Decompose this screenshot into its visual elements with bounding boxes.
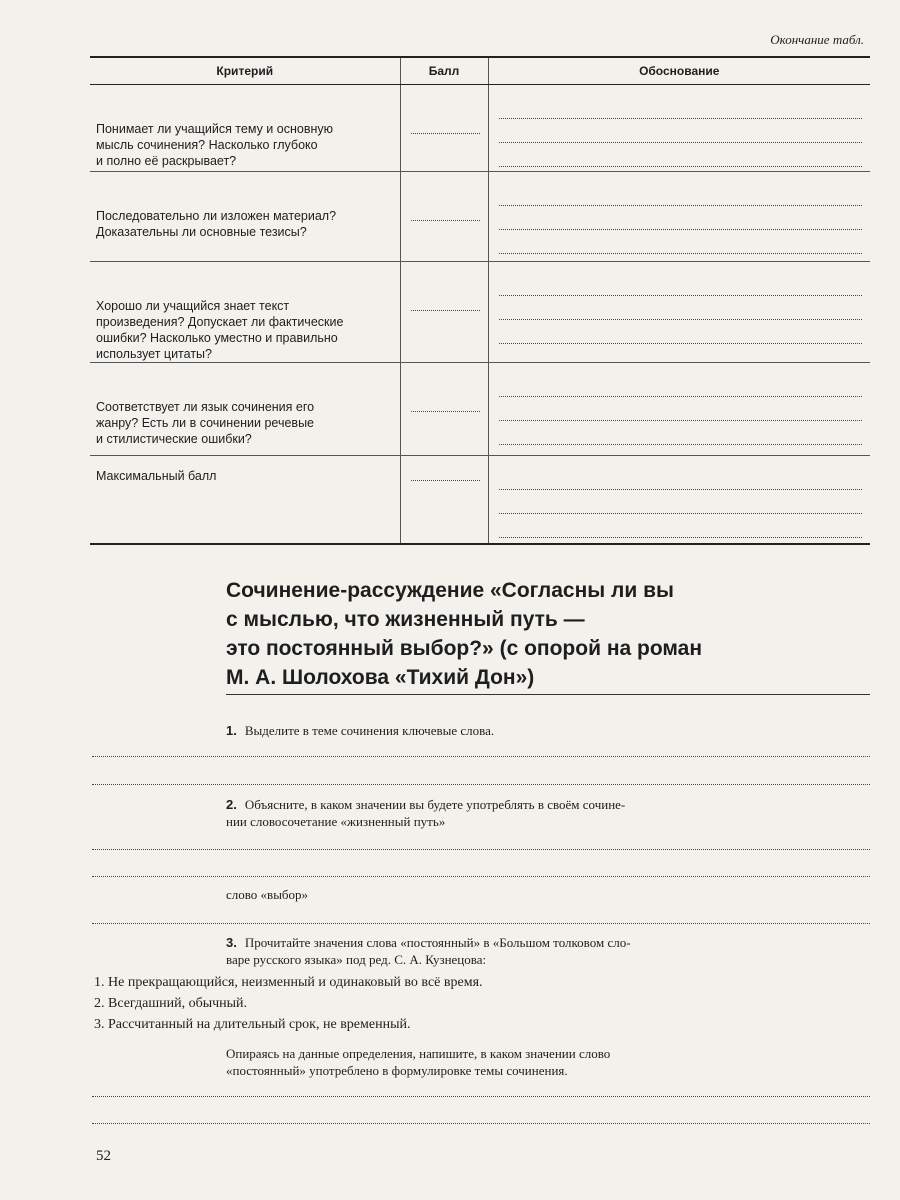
table-row xyxy=(90,172,870,262)
task-text: «постоянный» употреблено в формулировке темы сочинения. xyxy=(226,1063,568,1078)
task-2-subitem: слово «выбор» xyxy=(226,887,309,902)
column-header-justification: Обоснование xyxy=(488,57,870,85)
title-divider xyxy=(226,694,870,695)
table-continuation-note: Окончание табл. xyxy=(770,32,864,47)
score-answer-line[interactable] xyxy=(411,298,480,311)
score-cell[interactable] xyxy=(400,262,488,363)
criterion-text: Доказательны ли основные тезисы? xyxy=(96,225,307,239)
answer-line[interactable] xyxy=(92,1096,870,1097)
criterion-text: и полно её раскрывает? xyxy=(96,154,237,168)
criterion-text: использует цитаты? xyxy=(96,347,212,361)
essay-title-line: Сочинение-рассуждение «Согласны ли вы xyxy=(226,579,674,602)
criterion-text: ошибки? Насколько уместно и правильно xyxy=(96,331,338,345)
page-number: 52 xyxy=(96,1148,111,1164)
task-number: 3. xyxy=(226,935,237,950)
task-number: 1. xyxy=(226,723,237,738)
criterion-text: и стилистические ошибки? xyxy=(96,432,252,446)
justification-cell[interactable] xyxy=(488,456,870,544)
score-cell[interactable] xyxy=(400,85,488,172)
justification-answer-line[interactable] xyxy=(499,320,863,344)
criterion-text: Максимальный балл xyxy=(96,469,217,483)
task-2 xyxy=(226,796,866,830)
criterion-cell xyxy=(90,456,400,544)
criterion-cell xyxy=(90,172,400,262)
task-number: 2. xyxy=(226,797,237,812)
criterion-cell xyxy=(90,262,400,363)
justification-answer-line[interactable] xyxy=(499,514,863,538)
answer-line[interactable] xyxy=(92,756,870,757)
justification-answer-line[interactable] xyxy=(499,230,863,254)
task-text: Прочитайте значения слова «постоянный» в «Большом толковом сло- xyxy=(244,935,631,950)
definition-item: 2. Всегдашний, обычный. xyxy=(94,996,248,1011)
justification-answer-line[interactable] xyxy=(499,421,863,445)
justification-answer-line[interactable] xyxy=(499,143,863,167)
justification-answer-line[interactable] xyxy=(499,119,863,143)
criterion-text: Хорошо ли учащийся знает текст xyxy=(96,299,290,313)
criterion-text: жанру? Есть ли в сочинении речевые xyxy=(96,416,315,430)
criterion-cell xyxy=(90,363,400,456)
definition-item: 3. Рассчитанный на длительный срок, не временный. xyxy=(94,1017,411,1032)
definition-item: 1. Не прекращающийся, неизменный и одинаковый во всё время. xyxy=(94,975,483,990)
criterion-text: произведения? Допускает ли фактические xyxy=(96,315,344,329)
definitions-list xyxy=(94,972,483,1035)
score-answer-line[interactable] xyxy=(411,399,480,412)
task-text: нии словосочетание «жизненный путь» xyxy=(226,814,446,829)
essay-title-line: М. А. Шолохова «Тихий Дон») xyxy=(226,666,535,689)
task-1 xyxy=(226,722,866,739)
table-row xyxy=(90,363,870,456)
column-header-score: Балл xyxy=(400,57,488,85)
justification-answer-line[interactable] xyxy=(499,206,863,230)
criterion-cell xyxy=(90,85,400,172)
justification-cell[interactable] xyxy=(488,363,870,456)
essay-title-line: это постоянный выбор?» (с опорой на роман xyxy=(226,637,703,660)
justification-answer-line[interactable] xyxy=(499,490,863,514)
justification-answer-line[interactable] xyxy=(499,373,863,397)
table-header-row xyxy=(90,57,870,85)
justification-answer-line[interactable] xyxy=(499,272,863,296)
score-cell[interactable] xyxy=(400,363,488,456)
justification-answer-line[interactable] xyxy=(499,466,863,490)
table-row xyxy=(90,456,870,544)
answer-line[interactable] xyxy=(92,784,870,785)
justification-answer-line[interactable] xyxy=(499,296,863,320)
score-cell[interactable] xyxy=(400,456,488,544)
justification-answer-line[interactable] xyxy=(499,397,863,421)
task-3-followup xyxy=(226,1045,866,1079)
score-answer-line[interactable] xyxy=(411,121,480,134)
task-text: Выделите в теме сочинения ключевые слова. xyxy=(244,723,495,738)
task-text: Объясните, в каком значении вы будете употреблять в своём сочине- xyxy=(244,797,626,812)
table-row xyxy=(90,262,870,363)
score-cell[interactable] xyxy=(400,172,488,262)
essay-title-line: с мыслью, что жизненный путь — xyxy=(226,608,585,631)
answer-line[interactable] xyxy=(92,923,870,924)
table-row xyxy=(90,85,870,172)
task-text: варе русского языка» под ред. С. А. Кузнецова: xyxy=(226,952,487,967)
criterion-text: Соответствует ли язык сочинения его xyxy=(96,400,315,414)
score-answer-line[interactable] xyxy=(411,468,480,481)
justification-cell[interactable] xyxy=(488,172,870,262)
criterion-text: Последовательно ли изложен материал? xyxy=(96,209,337,223)
score-answer-line[interactable] xyxy=(411,208,480,221)
justification-cell[interactable] xyxy=(488,85,870,172)
answer-line[interactable] xyxy=(92,849,870,850)
justification-answer-line[interactable] xyxy=(499,95,863,119)
answer-line[interactable] xyxy=(92,876,870,877)
criterion-text: мысль сочинения? Насколько глубоко xyxy=(96,138,318,152)
criteria-table xyxy=(90,56,870,545)
justification-cell[interactable] xyxy=(488,262,870,363)
task-3 xyxy=(226,934,866,968)
task-text: Опираясь на данные определения, напишите, в каком значении слово xyxy=(226,1046,611,1061)
essay-title xyxy=(226,576,876,692)
answer-line[interactable] xyxy=(92,1123,870,1124)
column-header-criterion: Критерий xyxy=(90,57,400,85)
criterion-text: Понимает ли учащийся тему и основную xyxy=(96,122,333,136)
justification-answer-line[interactable] xyxy=(499,182,863,206)
